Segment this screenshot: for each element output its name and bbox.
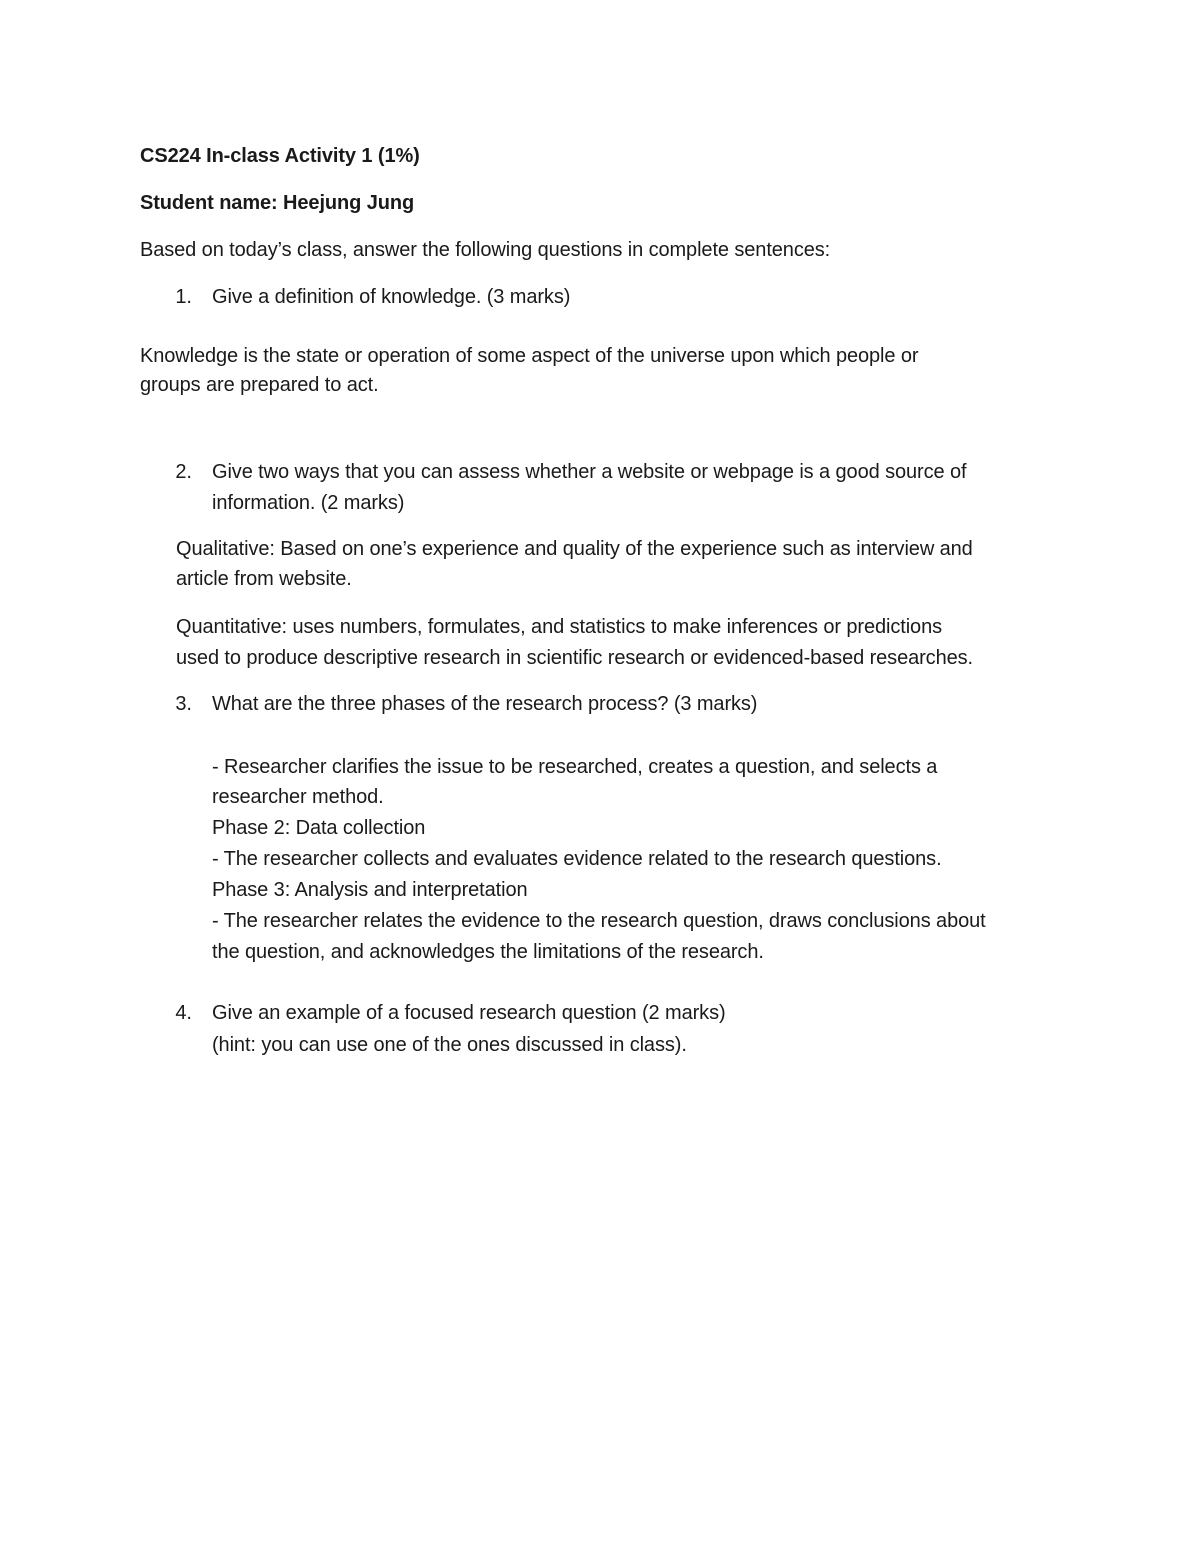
question-text: Give a definition of knowledge. (3 marks): [212, 286, 571, 308]
answer-text: groups are prepared to act.: [140, 374, 379, 396]
question-number: 2.: [175, 461, 192, 483]
instructions: Based on today’s class, answer the following questions in complete sentences:: [140, 239, 831, 261]
answer-text: - The researcher relates the evidence to the research question, draws conclusions about: [212, 910, 986, 932]
answer-text: the question, and acknowledges the limitations of the research.: [212, 941, 764, 963]
question-text: (hint: you can use one of the ones discussed in class).: [212, 1034, 687, 1056]
answer-text: Phase 2: Data collection: [212, 817, 426, 839]
answer-text: Knowledge is the state or operation of some aspect of the universe upon which people or: [140, 345, 919, 367]
question-text: information. (2 marks): [212, 492, 405, 514]
question-text: Give an example of a focused research question (2 marks): [212, 1002, 726, 1024]
question-number: 3.: [175, 693, 192, 715]
answer-text: Quantitative: uses numbers, formulates, and statistics to make inferences or predictions: [176, 616, 943, 638]
document-title: CS224 In-class Activity 1 (1%): [140, 145, 420, 167]
question-text: Give two ways that you can assess whether a website or webpage is a good source of: [212, 461, 967, 483]
student-name: Student name: Heejung Jung: [140, 192, 415, 214]
question-number: 1.: [175, 286, 192, 308]
answer-text: Phase 3: Analysis and interpretation: [212, 879, 528, 901]
question-number: 4.: [175, 1002, 192, 1024]
answer-text: article from website.: [176, 568, 352, 590]
question-text: What are the three phases of the research process? (3 marks): [212, 693, 758, 715]
answer-text: - The researcher collects and evaluates evidence related to the research questions.: [212, 848, 942, 870]
answer-text: Qualitative: Based on one’s experience and quality of the experience such as interview and: [176, 538, 973, 560]
answer-text: used to produce descriptive research in scientific research or evidenced-based researches.: [176, 647, 973, 669]
answer-text: - Researcher clarifies the issue to be researched, creates a question, and selects a: [212, 756, 938, 778]
answer-text: researcher method.: [212, 786, 384, 808]
